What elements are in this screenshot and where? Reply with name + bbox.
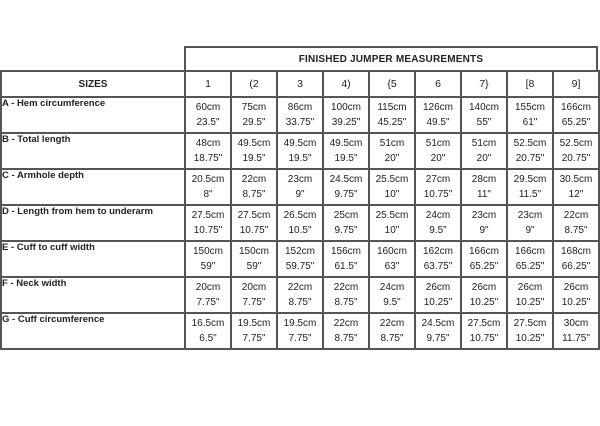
table-row [1, 97, 599, 133]
measurement-cell [415, 313, 461, 349]
value-cm: 22cm [287, 282, 313, 293]
value-cm: 30.5cm [559, 174, 593, 185]
measurement-cell [369, 277, 415, 313]
measurement-cell [185, 241, 231, 277]
value-cm: 24.5cm [421, 318, 455, 329]
value-inches: 20" [430, 153, 446, 164]
size-header: (2 [231, 71, 277, 97]
value-cm: 152cm [284, 246, 315, 257]
value-cm: 22cm [333, 318, 359, 329]
value-inches: 10.75" [469, 333, 499, 344]
value-cm: 49.5cm [237, 138, 271, 149]
value-cm: 166cm [514, 246, 545, 257]
size-header: 4) [323, 71, 369, 97]
measurement-cell [369, 97, 415, 133]
value-cm: 28cm [471, 174, 497, 185]
value-cm: 75cm [241, 102, 267, 113]
value-inches: 9.75" [334, 225, 358, 236]
value-cm: 22cm [563, 210, 589, 221]
value-inches: 8" [203, 189, 213, 200]
value-inches: 20" [476, 153, 492, 164]
value-inches: 9" [479, 225, 489, 236]
value-inches: 63" [384, 261, 400, 272]
table-row [1, 133, 599, 169]
size-header: 6 [415, 71, 461, 97]
measurement-cell [507, 241, 553, 277]
value-inches: 11.5" [518, 189, 542, 200]
row-label: G - Cuff circumference [1, 313, 185, 349]
value-inches: 19.5" [288, 153, 312, 164]
value-inches: 19.5" [334, 153, 358, 164]
value-cm: 23cm [471, 210, 497, 221]
table-title: FINISHED JUMPER MEASUREMENTS [184, 46, 598, 70]
size-header: [8 [507, 71, 553, 97]
value-cm: 27.5cm [467, 318, 501, 329]
value-inches: 63.75" [423, 261, 453, 272]
value-cm: 155cm [514, 102, 545, 113]
value-inches: 8.75" [242, 189, 266, 200]
value-inches: 8.75" [288, 297, 312, 308]
value-cm: 49.5cm [283, 138, 317, 149]
value-cm: 26cm [471, 282, 497, 293]
measurement-cell [323, 313, 369, 349]
measurement-cell [277, 133, 323, 169]
value-cm: 20.5cm [191, 174, 225, 185]
measurement-cell [231, 313, 277, 349]
measurement-cell [277, 241, 323, 277]
value-cm: 24cm [379, 282, 405, 293]
value-cm: 48cm [195, 138, 221, 149]
value-inches: 65.25" [561, 117, 591, 128]
table-row [1, 169, 599, 205]
value-cm: 60cm [195, 102, 221, 113]
measurement-cell [461, 313, 507, 349]
value-inches: 10.75" [193, 225, 223, 236]
value-cm: 26.5cm [283, 210, 317, 221]
measurement-cell [461, 241, 507, 277]
value-inches: 7.75" [288, 333, 312, 344]
value-cm: 27.5cm [191, 210, 225, 221]
value-cm: 51cm [471, 138, 497, 149]
measurement-cell [507, 133, 553, 169]
value-inches: 55" [476, 117, 492, 128]
value-cm: 16.5cm [191, 318, 225, 329]
value-inches: 10" [384, 189, 400, 200]
value-inches: 8.75" [334, 333, 358, 344]
measurement-cell [231, 205, 277, 241]
size-header: 7} [461, 71, 507, 97]
size-header: 9] [553, 71, 599, 97]
value-cm: 19.5cm [237, 318, 271, 329]
measurement-cell [553, 169, 599, 205]
value-cm: 150cm [238, 246, 269, 257]
measurement-cell [277, 169, 323, 205]
value-cm: 25.5cm [375, 174, 409, 185]
value-cm: 86cm [287, 102, 313, 113]
measurement-cell [277, 97, 323, 133]
measurement-cell [553, 205, 599, 241]
measurement-cell [415, 169, 461, 205]
measurement-cell [277, 205, 323, 241]
value-cm: 166cm [468, 246, 499, 257]
measurement-cell [415, 133, 461, 169]
size-header: {5 [369, 71, 415, 97]
value-inches: 8.75" [380, 333, 404, 344]
value-cm: 140cm [468, 102, 499, 113]
measurement-cell [231, 277, 277, 313]
value-inches: 20.75" [515, 153, 545, 164]
value-inches: 18.75" [193, 153, 223, 164]
value-inches: 10.75" [239, 225, 269, 236]
value-inches: 10.75" [423, 189, 453, 200]
measurement-cell [507, 97, 553, 133]
value-inches: 8.75" [334, 297, 358, 308]
value-inches: 12" [568, 189, 584, 200]
value-cm: 25.5cm [375, 210, 409, 221]
measurement-cell [553, 97, 599, 133]
value-cm: 23cm [517, 210, 543, 221]
measurement-cell [231, 169, 277, 205]
value-inches: 10" [384, 225, 400, 236]
size-header: 1 [185, 71, 231, 97]
value-cm: 52.5cm [559, 138, 593, 149]
row-label: B - Total length [1, 133, 185, 169]
value-cm: 24cm [425, 210, 451, 221]
value-inches: 66.25" [561, 261, 591, 272]
measurement-cell [323, 277, 369, 313]
value-inches: 9" [295, 189, 305, 200]
value-inches: 6.5" [199, 333, 217, 344]
measurement-cell [231, 97, 277, 133]
measurement-cell [185, 133, 231, 169]
measurements-table [0, 70, 600, 350]
value-inches: 20" [384, 153, 400, 164]
value-inches: 10.25" [561, 297, 591, 308]
measurement-cell [507, 169, 553, 205]
value-cm: 22cm [241, 174, 267, 185]
measurement-cell [553, 241, 599, 277]
measurement-cell [323, 97, 369, 133]
value-cm: 23cm [287, 174, 313, 185]
value-inches: 9.75" [426, 333, 450, 344]
value-inches: 9.75" [334, 189, 358, 200]
value-cm: 162cm [422, 246, 453, 257]
measurement-cell [323, 241, 369, 277]
value-inches: 61" [522, 117, 538, 128]
measurement-cell [553, 133, 599, 169]
measurement-cell [185, 97, 231, 133]
value-inches: 8.75" [564, 225, 588, 236]
value-inches: 9" [525, 225, 535, 236]
value-cm: 20cm [241, 282, 267, 293]
value-cm: 166cm [560, 102, 591, 113]
value-cm: 126cm [422, 102, 453, 113]
measurement-cell [507, 277, 553, 313]
measurement-cell [369, 205, 415, 241]
value-cm: 20cm [195, 282, 221, 293]
measurement-cell [185, 277, 231, 313]
measurement-cell [461, 205, 507, 241]
measurement-cell [415, 277, 461, 313]
value-inches: 45.25" [377, 117, 407, 128]
value-cm: 30cm [563, 318, 589, 329]
value-cm: 150cm [192, 246, 223, 257]
value-cm: 26cm [563, 282, 589, 293]
row-label: C - Armhole depth [1, 169, 185, 205]
measurement-cell [461, 97, 507, 133]
value-inches: 59" [200, 261, 216, 272]
measurement-cell [185, 205, 231, 241]
value-cm: 26cm [517, 282, 543, 293]
value-inches: 10.25" [515, 297, 545, 308]
value-inches: 59" [246, 261, 262, 272]
table-row [1, 241, 599, 277]
value-inches: 39.25" [331, 117, 361, 128]
value-cm: 115cm [377, 102, 407, 113]
value-inches: 11" [477, 189, 491, 200]
header-row [1, 71, 599, 97]
value-inches: 10.5" [288, 225, 312, 236]
measurement-cell [323, 133, 369, 169]
measurement-cell [553, 277, 599, 313]
measurement-cell [277, 313, 323, 349]
measurement-cell [461, 169, 507, 205]
value-inches: 19.5" [242, 153, 266, 164]
value-cm: 100cm [330, 102, 361, 113]
measurement-cell [369, 241, 415, 277]
value-inches: 10.25" [423, 297, 453, 308]
measurement-cell [323, 169, 369, 205]
measurement-cell [369, 313, 415, 349]
value-inches: 7.75" [196, 297, 220, 308]
value-inches: 49.5" [426, 117, 450, 128]
table-row [1, 313, 599, 349]
measurement-cell [507, 205, 553, 241]
value-inches: 7.75" [242, 333, 266, 344]
value-cm: 160cm [376, 246, 407, 257]
measurement-cell [231, 133, 277, 169]
measurement-cell [369, 133, 415, 169]
value-cm: 51cm [425, 138, 451, 149]
value-cm: 26cm [425, 282, 451, 293]
value-inches: 65.25" [515, 261, 545, 272]
row-label: E - Cuff to cuff width [1, 241, 185, 277]
value-inches: 10.25" [469, 297, 499, 308]
value-cm: 29.5cm [513, 174, 547, 185]
measurement-cell [415, 241, 461, 277]
value-cm: 27.5cm [513, 318, 547, 329]
sizes-label: SIZES [1, 71, 185, 97]
measurement-cell [461, 133, 507, 169]
value-cm: 168cm [560, 246, 591, 257]
measurement-cell [415, 205, 461, 241]
value-cm: 27.5cm [237, 210, 271, 221]
value-cm: 51cm [379, 138, 405, 149]
table-row [1, 277, 599, 313]
table-row [1, 205, 599, 241]
value-inches: 65.25" [469, 261, 499, 272]
measurement-cell [507, 313, 553, 349]
measurement-cell [415, 97, 461, 133]
row-label: D - Length from hem to underarm [1, 205, 185, 241]
size-header: 3 [277, 71, 323, 97]
measurement-cell [185, 313, 231, 349]
value-inches: 23.5" [196, 117, 220, 128]
measurement-cell [369, 169, 415, 205]
value-inches: 11.75" [562, 333, 590, 344]
value-cm: 49.5cm [329, 138, 363, 149]
value-cm: 25cm [333, 210, 359, 221]
value-cm: 22cm [333, 282, 359, 293]
measurement-cell [553, 313, 599, 349]
value-inches: 61.5" [334, 261, 358, 272]
value-inches: 29.5" [242, 117, 266, 128]
value-inches: 10.25" [515, 333, 545, 344]
value-inches: 33.75" [285, 117, 315, 128]
value-cm: 19.5cm [283, 318, 317, 329]
value-cm: 156cm [330, 246, 361, 257]
measurement-cell [323, 205, 369, 241]
measurement-cell [185, 169, 231, 205]
measurement-cell [231, 241, 277, 277]
value-inches: 9.5" [383, 297, 401, 308]
value-cm: 27cm [425, 174, 451, 185]
value-inches: 7.75" [242, 297, 266, 308]
row-label: A - Hem circumference [1, 97, 185, 133]
row-label: F - Neck width [1, 277, 185, 313]
value-inches: 9.5" [429, 225, 447, 236]
value-inches: 20.75" [561, 153, 591, 164]
value-cm: 22cm [379, 318, 405, 329]
value-cm: 24.5cm [329, 174, 363, 185]
measurement-cell [461, 277, 507, 313]
measurement-cell [277, 277, 323, 313]
value-inches: 59.75" [285, 261, 315, 272]
value-cm: 52.5cm [513, 138, 547, 149]
